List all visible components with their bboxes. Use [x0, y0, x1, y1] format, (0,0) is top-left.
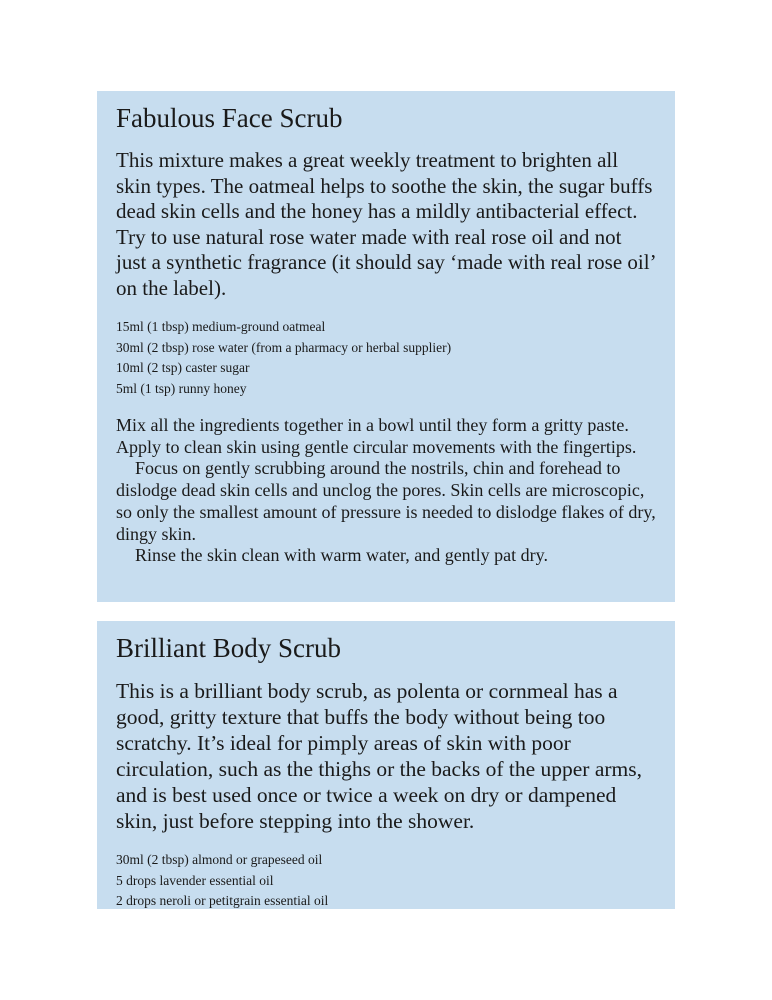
ingredient-item: 5 drops lavender essential oil: [116, 872, 274, 888]
ingredient-item: 15ml (1 tbsp) medium-ground oatmeal: [116, 319, 326, 334]
ingredient-item: 30ml (2 tbsp) rose water (from a pharmacy or herbal supplier): [116, 339, 452, 355]
ingredient-item: 2 drops neroli or petitgrain essential oil: [116, 893, 329, 908]
face-scrub-ingredients: [116, 317, 656, 399]
face-scrub-title: Fabulous Face Scrub: [116, 103, 343, 133]
body-scrub-title: Brilliant Body Scrub: [116, 633, 341, 663]
face-scrub-method-step: Rinse the skin clean with warm water, and gently pat dry.: [135, 545, 548, 566]
body-scrub-intro: This is a brilliant body scrub, as polenta or cornmeal has a good, gritty texture that buffs the body without being too scratchy. It’s ideal for pimply areas of skin with poor circulation, such as the thighs or the backs of the upper arms, and is best used once or twice a week on dry or dampened skin, just before stepping into the shower.: [116, 679, 643, 833]
face-scrub-intro: This mixture makes a great weekly treatment to brighten all skin types. The oatmeal helps to soothe the skin, the sugar buffs dead skin cells and the honey has a mildly antibacterial effect. Try to use natural rose water made with real rose oil and not just a synthetic fragrance (it should say ‘made with real rose oil’ on the label).: [116, 148, 656, 300]
face-scrub-method-step: Focus on gently scrubbing around the nostrils, chin and forehead to dislodge dead skin cells and unclog the pores. Skin cells are microscopic, so only the smallest amount of pressure is needed to dislodge flakes of dry, dingy skin.: [116, 458, 656, 544]
face-scrub-method-step: Mix all the ingredients together in a bowl until they form a gritty paste. Apply to clean skin using gentle circular movements with the fingertips.: [116, 415, 637, 457]
ingredient-item: 10ml (2 tsp) caster sugar: [116, 360, 250, 375]
ingredient-item: 30ml (2 tbsp) almond or grapeseed oil: [116, 852, 323, 867]
ingredient-item: 5ml (1 tsp) runny honey: [116, 380, 247, 396]
body-scrub-ingredients: [116, 850, 656, 912]
body-scrub-card: [97, 621, 675, 909]
face-scrub-card: [97, 91, 675, 602]
